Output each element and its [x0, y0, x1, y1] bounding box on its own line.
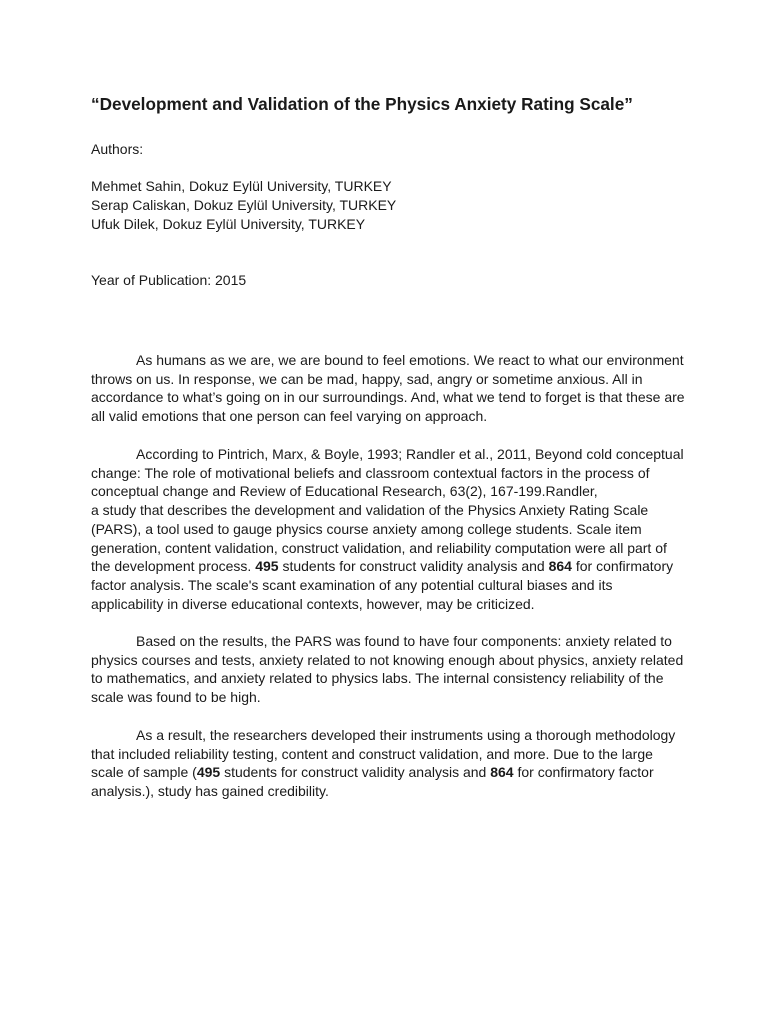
paragraph-line: to mathematics, and anxiety related to physics labs. The internal consistency reliability of the	[91, 670, 664, 687]
paragraph-line: As a result, the researchers developed their instruments using a thorough methodology	[136, 727, 676, 743]
text-segment: the development process.	[91, 558, 256, 575]
paragraph-conclusion	[91, 726, 681, 801]
sample-size-confirmatory: 864	[548, 558, 572, 575]
paragraph-study-description	[91, 445, 684, 613]
authors-list	[91, 177, 396, 234]
paragraph-line: that included reliability testing, content and construct validation, and more. Due to the large	[91, 745, 653, 762]
paragraph-line-with-numbers	[91, 557, 681, 576]
paragraph-line: generation, content validation, construct validation, and reliability computation were all part of	[91, 539, 667, 556]
author-entry: Ufuk Dilek, Dokuz Eylül University, TURKEY	[91, 216, 366, 232]
document-title: “Development and Validation of the Physics Anxiety Rating Scale”	[91, 94, 633, 114]
text-segment: students for construct validity analysis and	[220, 764, 491, 781]
paragraph-line: (PARS), a tool used to gauge physics course anxiety among college students. Scale item	[91, 520, 642, 537]
paragraph-line: change: The role of motivational beliefs and classroom contextual factors in the process of	[91, 464, 650, 481]
paragraph-line: a study that describes the development and validation of the Physics Anxiety Rating Scale	[91, 502, 649, 519]
publication-year: Year of Publication: 2015	[91, 272, 247, 288]
paragraph-line-with-numbers	[91, 763, 681, 782]
paragraph-line: physics courses and tests, anxiety related to not knowing enough about physics, anxiety related	[91, 651, 684, 668]
paragraph-line: Based on the results, the PARS was found to have four components: anxiety related to	[136, 633, 672, 649]
authors-label: Authors:	[91, 141, 144, 157]
paragraph-line: scale was found to be high.	[91, 689, 261, 706]
paragraph-line: factor analysis. The scale's scant examination of any potential cultural biases and its	[91, 576, 613, 593]
text-segment: students for construct validity analysis and	[278, 558, 549, 575]
paragraph-line: conceptual change and Review of Educational Research, 63(2), 167-199.Randler,	[91, 483, 598, 500]
paragraph-intro	[91, 351, 685, 426]
author-entry: Mehmet Sahin, Dokuz Eylül University, TURKEY	[91, 178, 392, 194]
sample-size-construct: 495	[255, 558, 279, 575]
author-entry: Serap Caliskan, Dokuz Eylül University, TURKEY	[91, 197, 397, 213]
paragraph-line: throws on us. In response, we can be mad, happy, sad, angry or sometime anxious. All in	[91, 370, 643, 387]
paragraph-results	[91, 632, 684, 707]
paragraph-line: According to Pintrich, Marx, & Boyle, 1993; Randler et al., 2011, Beyond cold conceptual	[136, 446, 684, 462]
paragraph-line: applicability in diverse educational contexts, however, may be criticized.	[91, 595, 535, 612]
text-segment: scale of sample (	[91, 764, 197, 781]
paragraph-line: all valid emotions that one person can feel varying on approach.	[91, 408, 488, 425]
text-segment: for confirmatory	[571, 558, 674, 575]
sample-size-construct: 495	[196, 764, 221, 781]
paragraph-line: analysis.), study has gained credibility.	[91, 783, 329, 800]
paragraph-line: accordance to what’s going on in our surroundings. And, what we tend to forget is that these are	[91, 389, 685, 406]
text-segment: for confirmatory factor	[513, 764, 654, 781]
paragraph-line: As humans as we are, we are bound to feel emotions. We react to what our environment	[136, 352, 684, 368]
sample-size-confirmatory: 864	[490, 764, 514, 781]
